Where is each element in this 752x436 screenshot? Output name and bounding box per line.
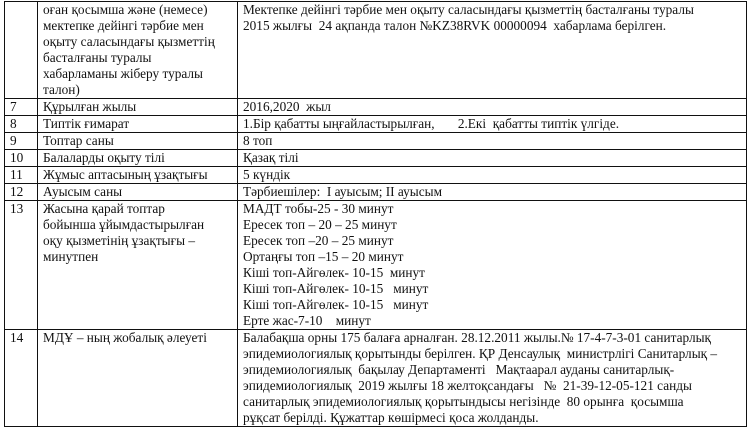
row-value [238, 99, 747, 116]
row-value-line: 1.Бір қабатты ыңғайластырылған, 2.Екі қабатты типтік үлгіде. [243, 116, 620, 131]
row-value-line: Кіші топ-Айгөлек- 10-15 минут [243, 281, 429, 296]
row-number: 7 [5, 99, 38, 116]
row-label [38, 330, 238, 427]
row-label-line: мектепке дейінгі тәрбие мен [43, 18, 204, 33]
row-value-line: Кіші топ-Айгөлек- 10-15 минут [243, 265, 425, 280]
row-number: 14 [5, 330, 38, 427]
table-row [5, 2, 747, 99]
row-value-line: эпидемиологиялық қорытынды берілген. ҚР Денсаулық министрлігі Санитарлық – [243, 346, 718, 361]
row-label-line: басталғаны туралы [43, 50, 152, 65]
row-label-line: Жасына қарай топтар [43, 201, 165, 216]
row-label-line: оқыту саласындағы қызметтің [43, 34, 215, 49]
row-label-line: талон) [43, 82, 80, 97]
row-value-line: МАДТ тобы-25 - 30 минут [243, 201, 394, 216]
info-table-body [5, 2, 747, 427]
row-value [238, 2, 747, 99]
table-row [5, 201, 747, 330]
row-number: 10 [5, 150, 38, 167]
table-row [5, 150, 747, 167]
row-value-line: Тәрбиешілер: I ауысым; II ауысым [243, 184, 442, 199]
row-label [38, 116, 238, 133]
row-label-line: Типтік ғимарат [43, 116, 130, 131]
row-label-line: Құрылған жылы [43, 99, 137, 114]
row-label [38, 184, 238, 201]
row-value-line: 5 күндік [243, 167, 291, 182]
row-label [38, 167, 238, 184]
row-value-line: Ересек топ – 20 – 25 минут [243, 217, 397, 232]
row-number: 8 [5, 116, 38, 133]
row-value [238, 184, 747, 201]
row-value-line: 2016,2020 жыл [243, 99, 331, 114]
info-table [4, 1, 747, 427]
row-label-line: Ауысым саны [43, 184, 123, 199]
row-value-line: Мектепке дейінгі тәрбие мен оқыту саласындағы қызметтің басталғаны туралы [243, 2, 694, 17]
row-value [238, 330, 747, 427]
row-number: 9 [5, 133, 38, 150]
row-value-line: 2015 жылғы 24 ақпанда талон №KZ38RVK 00000094 хабарлама берілген. [243, 18, 667, 33]
row-label-line: оқу қызметінің ұзақтығы – [43, 233, 195, 248]
row-value-line: эпидемиологиялық 2019 жылғы 18 желтоқсандағы № 21-39-12-05-121 санды [243, 378, 692, 393]
row-number: 11 [5, 167, 38, 184]
row-label-line: Топтар саны [43, 133, 114, 148]
table-row [5, 184, 747, 201]
row-value-line: Балабақша орны 175 балаға арналған. 28.12.2011 жылы.№ 17-4-7-3-01 санитарлық [243, 330, 712, 345]
row-value [238, 150, 747, 167]
row-label-line: бойынша ұйымдастырылған [43, 217, 205, 232]
row-value [238, 133, 747, 150]
row-label-line: Жұмыс аптасының ұзақтығы [43, 167, 208, 182]
row-value-line: эпидемиологиялық бақылау Департаменті Мақтаарал ауданы санитарлық- [243, 362, 675, 377]
row-label-line: минутпен [43, 249, 99, 264]
row-label-line: МДҰ – ның жобалық әлеуеті [43, 330, 207, 345]
row-label [38, 99, 238, 116]
row-value-line: Ерте жас-7-10 минут [243, 313, 371, 328]
table-row [5, 167, 747, 184]
row-label [38, 201, 238, 330]
row-number: 13 [5, 201, 38, 330]
row-value-line: рұқсат берілді. Құжаттар көшірмесі қоса жолданды. [243, 410, 539, 425]
table-row [5, 99, 747, 116]
row-value-line: Ересек топ –20 – 25 минут [243, 233, 394, 248]
table-row [5, 330, 747, 427]
row-value-line: Ортаңғы топ –15 – 20 минут [243, 249, 404, 264]
row-label [38, 133, 238, 150]
row-value [238, 167, 747, 184]
row-value-line: Кіші топ-Айгөлек- 10-15 минут [243, 297, 429, 312]
table-row [5, 133, 747, 150]
table-row [5, 116, 747, 133]
row-value-line: санитарлық эпидемиологиялық қорытындысы негізінде 80 орынға қосымша [243, 394, 684, 409]
row-value-line: 8 топ [243, 133, 273, 148]
row-label [38, 150, 238, 167]
row-value [238, 201, 747, 330]
row-label [38, 2, 238, 99]
row-number: 12 [5, 184, 38, 201]
row-label-line: оған қосымша және (немесе) [43, 2, 208, 17]
row-label-line: Балаларды оқыту тілі [43, 150, 165, 165]
row-label-line: хабарламаны жіберу туралы [43, 66, 203, 81]
row-value-line: Қазақ тілі [243, 150, 299, 165]
row-value [238, 116, 747, 133]
row-number [5, 2, 38, 99]
